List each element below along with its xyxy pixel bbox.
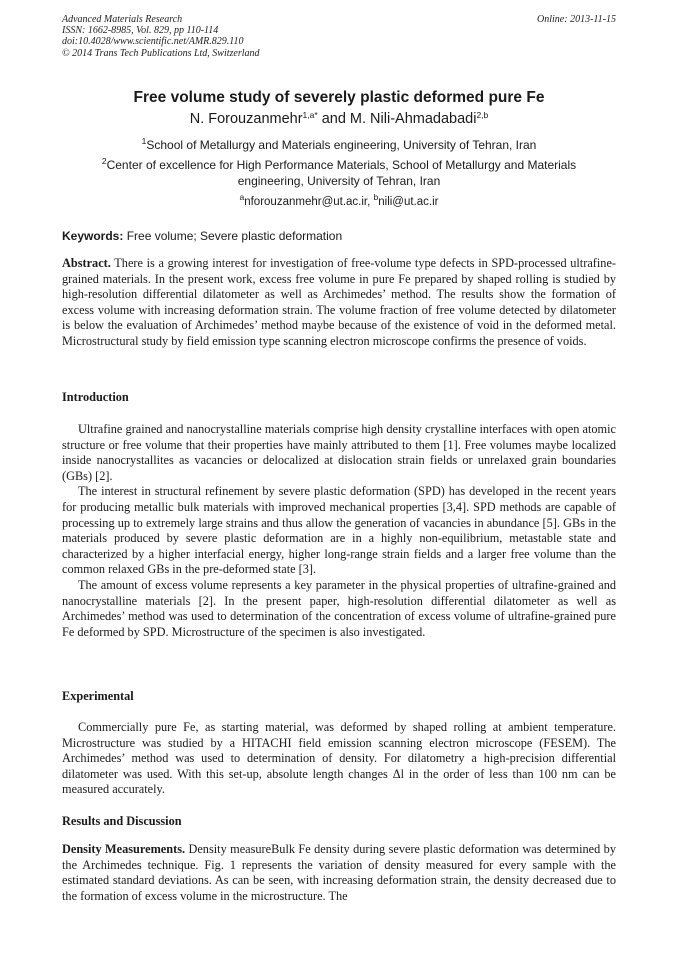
abstract-text: There is a growing interest for investigation of free-volume type defects in SPD-processed ultrafine-grained materials. In the present work, excess free volume in pure Fe prepared by shaped rolling is studied by high-resolution differential dilatometer as well as Archimedes’ method. The results show the formation of excess volume with increasing deformation strain. The volume fraction of free volume detected by dilatometer is below the evaluation of Archimedes’ method maybe because of the existence of void in the deformed metal. Microstructural study by field emission type scanning electron microscope confirms the presence of voids. bbox=[62, 256, 616, 348]
email-line bbox=[0, 192, 678, 209]
keywords-label: Keywords: bbox=[62, 229, 124, 243]
paper-title: Free volume study of severely plastic deformed pure Fe bbox=[133, 89, 545, 106]
author-1-sup: 1,a* bbox=[302, 110, 318, 120]
introduction-body bbox=[62, 422, 616, 640]
issn-line: ISSN: 1662-8985, Vol. 829, pp 110-114 bbox=[62, 25, 219, 37]
author-line bbox=[0, 110, 678, 128]
doi-line[interactable]: doi:10.4028/www.scientific.net/AMR.829.110 bbox=[62, 36, 244, 48]
experimental-body bbox=[62, 720, 616, 798]
results-heading: Results and Discussion bbox=[62, 814, 182, 828]
abstract-label: Abstract. bbox=[62, 256, 111, 270]
abstract bbox=[62, 256, 616, 350]
author-conjunction: and bbox=[317, 111, 350, 127]
introduction-heading: Introduction bbox=[62, 390, 129, 404]
email-b[interactable]: nili@ut.ac.ir bbox=[378, 196, 439, 208]
online-date: Online: 2013-11-15 bbox=[537, 14, 616, 25]
introduction-paragraph-3: The amount of excess volume represents a key parameter in the physical properties of ultrafine-grained and nanocrystalline materials [2]. In the present paper, high-resolution differential dilatometer as well as Archimedes’ method was used to determination of the concentration of excess volume of ultrafine-grained pure Fe deformed by SPD. Microstructure of the specimen is also investigated. bbox=[62, 577, 616, 639]
keywords-text: Free volume; Severe plastic deformation bbox=[123, 229, 343, 243]
results-text: Density measureBulk Fe density during severe plastic deformation was determined by the Archimedes technique. Fig. 1 represents the variation of density measured for every sample with the estimated standard deviations. As can be seen, with increasing deformation strain, the density decreased due to the formation of excess volume in the microstructure. The bbox=[62, 842, 616, 903]
experimental-paragraph-1: Commercially pure Fe, as starting material, was deformed by shaped rolling at ambient temperature. Microstructure was studied by a HITACHI field emission scanning electron microscope (FESEM). The Archimedes’ method was used to determination of density. For dilatometry a high-precision differential dilatometer was used. With this set-up, absolute length changes Δl in the order of less than 100 nm can be measured accurately. bbox=[62, 720, 616, 797]
author-2-sup: 2,b bbox=[476, 110, 489, 120]
results-body bbox=[62, 842, 616, 904]
author-2-name: M. Nili-Ahmadabadi bbox=[349, 111, 477, 127]
affiliation-2-sup: 2 bbox=[101, 156, 107, 166]
experimental-heading: Experimental bbox=[62, 689, 134, 703]
affiliation-2-text: Center of excellence for High Performance Materials, School of Metallurgy and Materials engineering, University of Tehran, Iran bbox=[106, 158, 577, 188]
keywords bbox=[62, 229, 616, 244]
email-a[interactable]: nforouzanmehr@ut.ac.ir, bbox=[244, 196, 374, 208]
introduction-paragraph-2: The interest in structural refinement by severe plastic deformation (SPD) has developed in the recent years for producing metallic bulk materials with improved mechanical properties [3,4]. SPD methods are capable of processing up to extremely large strains and thus allow the generation of vacancies in abundance [5]. GBs in the materials produced by severe plastic deformation are in a highly non-equilibrium, metastable state and characterized by a higher interfacial energy, higher long-range strain fields and a larger free volume than the common relaxed GBs in the pre-deformed state [3]. bbox=[62, 484, 616, 577]
affiliation-1-sup: 1 bbox=[141, 136, 147, 146]
author-1-name: N. Forouzanmehr bbox=[189, 111, 303, 127]
email-a-sup: a bbox=[239, 192, 245, 202]
introduction-paragraph-1: Ultrafine grained and nanocrystalline materials comprise high density crystalline interfaces with open atomic structure or free volume that their properties have mainly attributed to them [1]. Free volumes maybe localized inside nanocrystallites as vacancies or delocalized at dislocation strain fields or unrelaxed grain boundaries (GBs) [2]. bbox=[62, 422, 616, 483]
results-lead: Density Measurements. bbox=[62, 842, 186, 856]
affiliation-1 bbox=[80, 138, 598, 154]
journal-meta bbox=[62, 14, 260, 59]
copyright-line: © 2014 Trans Tech Publications Ltd, Switzerland bbox=[62, 47, 260, 59]
affiliation-2 bbox=[80, 158, 598, 189]
journal-name: Advanced Materials Research bbox=[62, 14, 183, 25]
affiliation-1-text: School of Metallurgy and Materials engineering, University of Tehran, Iran bbox=[146, 138, 537, 152]
email-b-sup: b bbox=[373, 192, 379, 202]
